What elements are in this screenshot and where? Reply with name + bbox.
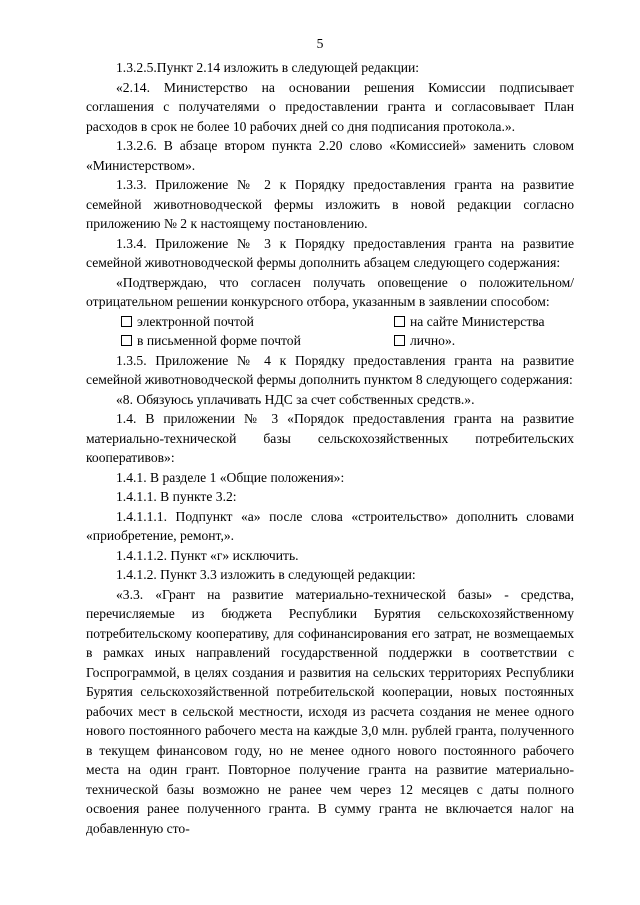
checkbox-label: электронной почтой: [137, 313, 254, 329]
checkbox-square-icon: [121, 316, 132, 327]
checkbox-row: [86, 331, 574, 351]
paragraph: 1.3.2.6. В абзаце втором пункта 2.20 слово «Комиссией» заменить словом «Министерством».: [86, 138, 574, 173]
paragraph: 1.4.1.1. В пункте 3.2:: [116, 489, 237, 504]
checkbox-label: на сайте Министерства: [410, 313, 545, 329]
paragraph: 1.4. В приложении № 3 «Порядок предоставления гранта на развитие материально-технической базы сельскохозяйственных потребительских кооперативов»:: [86, 411, 574, 465]
checkbox-option: [394, 312, 545, 332]
paragraph: 1.3.2.5.Пункт 2.14 изложить в следующей редакции:: [116, 60, 420, 75]
checkbox-option: [394, 331, 455, 351]
paragraph: 1.4.1.2. Пункт 3.3 изложить в следующей редакции:: [116, 567, 416, 582]
checkbox-row: [86, 312, 574, 332]
checkbox-label: лично».: [410, 333, 456, 348]
checkbox-square-icon: [394, 316, 405, 327]
paragraph: 1.3.4. Приложение № 3 к Порядку предоставления гранта на развитие семейной животноводческой фермы дополнить абзацем следующего содержания:: [86, 235, 574, 270]
paragraph: 1.3.5. Приложение № 4 к Порядку предоставления гранта на развитие семейной животноводческой фермы дополнить пунктом 8 следующего содержания:: [86, 352, 574, 387]
checkbox-label: в письменной форме почтой: [137, 333, 301, 348]
checkbox-option: [121, 331, 394, 351]
paragraph: 1.4.1.1.2. Пункт «г» исключить.: [116, 547, 299, 563]
checkbox-option: [121, 312, 394, 332]
paragraph: «Подтверждаю, что согласен получать оповещение о положительном/отрицательном решении конкурсного отбора, указанным в заявлении способом:: [86, 274, 574, 309]
paragraph: 1.3.3. Приложение № 2 к Порядку предоставления гранта на развитие семейной животноводческой фермы изложить в новой редакции согласно приложению № 2 к настоящему постановлению.: [86, 177, 574, 231]
page-number: 5: [316, 36, 324, 51]
paragraph: 1.4.1.1.1. Подпункт «а» после слова «строительство» дополнить словами «приобретение, ремонт,».: [86, 508, 574, 543]
document-body: [86, 58, 574, 838]
checkbox-square-icon: [394, 335, 405, 346]
checkbox-square-icon: [121, 335, 132, 346]
paragraph: «2.14. Министерство на основании решения Комиссии подписывает соглашения с получателями о предоставлении гранта и согласовывает План расходов в срок не более 10 рабочих дней со дня подписания протокола.».: [86, 79, 574, 134]
paragraph: «8. Обязуюсь уплачивать НДС за счет собственных средств.».: [116, 391, 475, 407]
paragraph: 1.4.1. В разделе 1 «Общие положения»:: [116, 469, 345, 485]
paragraph: «3.3. «Грант на развитие материально-технической базы» - средства, перечисляемые из бюджета Республики Бурятия сельскохозяйственному потребительскому кооперативу, для софинансирования его затрат, не возмещаемых в рамках иных направлений государственной поддержки в соответствии с Госпрограммой, в целях создания и развития на сельских территориях Республики Бурятия сельскохозяйственной потребительской кооперации, новых постоянных рабочих мест в сельской местности, исходя из расчета создания не менее одного нового постоянного рабочего места на каждые 3,0 млн. рублей гранта, полученного в текущем финансовом году, но не менее одного нового постоянного рабочего места на один грант. Повторное получение гранта на развитие материально-технической базы возможно не ранее чем через 12 месяцев с даты полного освоения ранее полученного гранта. В сумму гранта не включается налог на добавленную сто-: [86, 586, 574, 836]
